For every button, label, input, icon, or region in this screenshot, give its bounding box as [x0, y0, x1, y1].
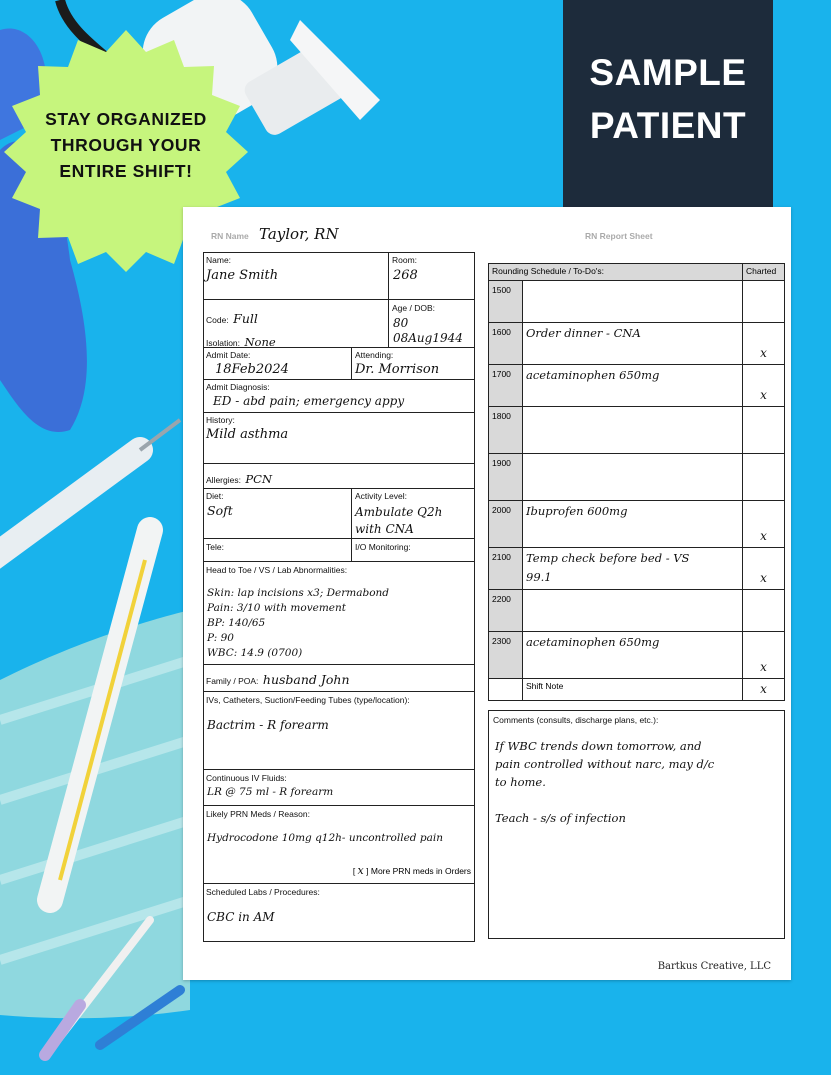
sample-patient-banner	[563, 0, 773, 208]
rounding-task[interactable]	[523, 281, 743, 323]
room-number: 268	[393, 268, 418, 283]
burst-line-3: ENTIRE SHIFT!	[59, 161, 193, 181]
isolation-value: None	[244, 335, 276, 349]
code-isolation-cell	[203, 300, 389, 348]
rounding-charted-mark: x	[760, 571, 767, 585]
comments-box	[488, 710, 785, 939]
shift-note-charted-mark: x	[760, 682, 767, 696]
diagnosis-label: Admit Diagnosis:	[206, 382, 270, 392]
burst-line-1: STAY ORGANIZED	[45, 109, 207, 129]
rounding-row	[489, 365, 785, 407]
rn-name-label: RN Name	[211, 231, 249, 241]
age-dob-label: Age / DOB:	[392, 303, 435, 313]
burst-line-2: THROUGH YOUR	[50, 135, 202, 155]
rounding-task[interactable]	[523, 365, 743, 407]
patient-name: Jane Smith	[206, 268, 279, 283]
rounding-task[interactable]	[523, 548, 743, 590]
diet-value: Soft	[207, 503, 233, 518]
rounding-task[interactable]	[523, 632, 743, 679]
comment-line: Teach - s/s of infection	[495, 811, 626, 825]
room-cell	[389, 252, 475, 300]
rounding-task[interactable]	[523, 454, 743, 501]
head-to-toe-label: Head to Toe / VS / Lab Abnormalities:	[206, 565, 348, 575]
rounding-charted-mark: x	[760, 660, 767, 674]
rounding-task-text: Ibuprofen 600mg	[526, 504, 628, 518]
rounding-time: 2000	[489, 501, 523, 548]
comments-label: Comments (consults, discharge plans, etc.):	[493, 715, 659, 725]
prn-label: Likely PRN Meds / Reason:	[206, 809, 310, 819]
labs-label: Scheduled Labs / Procedures:	[206, 887, 320, 897]
charted-header: Charted	[743, 264, 785, 281]
prn-more-checkbox[interactable]: x	[357, 864, 364, 877]
rn-name-value: Taylor, RN	[259, 225, 339, 243]
rounding-charted[interactable]	[743, 548, 785, 590]
head-to-toe-cell	[203, 562, 475, 665]
h2t-line: BP: 140/65	[207, 617, 266, 629]
prn-value: Hydrocodone 10mg q12h- uncontrolled pain	[207, 832, 443, 844]
history-cell	[203, 413, 475, 464]
family-row	[206, 671, 350, 689]
prn-more-label: More PRN meds in Orders	[370, 866, 471, 876]
rounding-time: 1600	[489, 323, 523, 365]
banner-line-2: PATIENT	[589, 105, 747, 146]
shift-note-row	[489, 679, 785, 701]
h2t-line: P: 90	[207, 632, 234, 644]
rounding-header: Rounding Schedule / To-Do's:	[489, 264, 743, 281]
rounding-schedule-table	[488, 263, 785, 701]
sheet-title: RN Report Sheet	[585, 231, 653, 241]
room-label: Room:	[392, 255, 418, 265]
rounding-task[interactable]	[523, 501, 743, 548]
rounding-charted[interactable]	[743, 365, 785, 407]
footer-credit: Bartkus Creative, LLC	[657, 961, 771, 972]
ivs-value: Bactrim - R forearm	[207, 718, 329, 732]
dob-value: 08Aug1944	[393, 331, 463, 345]
io-cell	[352, 539, 475, 562]
prn-cell	[203, 806, 475, 884]
ivs-cell	[203, 692, 475, 770]
admit-date-cell	[203, 348, 352, 380]
allergies-cell	[203, 464, 475, 489]
rounding-task-detail: 99.1	[526, 570, 552, 584]
diagnosis-cell	[203, 380, 475, 413]
tele-label: Tele:	[206, 542, 224, 552]
rounding-row	[489, 501, 785, 548]
rounding-task-text: acetaminophen 650mg	[526, 635, 660, 649]
rounding-task[interactable]	[523, 407, 743, 454]
allergies-value: PCN	[245, 472, 273, 486]
labs-cell	[203, 884, 475, 942]
rounding-time: 2100	[489, 548, 523, 590]
starburst-text	[8, 106, 244, 184]
rounding-charted[interactable]	[743, 407, 785, 454]
shift-note-charted[interactable]	[743, 679, 785, 701]
diagnosis-value: ED - abd pain; emergency appy	[213, 394, 405, 408]
age-value: 80	[393, 316, 409, 330]
age-dob-cell	[389, 300, 475, 348]
diet-cell	[203, 489, 352, 539]
continuous-iv-label: Continuous IV Fluids:	[206, 773, 287, 783]
isolation-label: Isolation:	[206, 338, 241, 348]
rounding-task-text: acetaminophen 650mg	[526, 368, 660, 382]
tele-cell	[203, 539, 352, 562]
activity-value-2: with CNA	[355, 522, 414, 536]
history-label: History:	[206, 415, 235, 425]
family-value: husband John	[262, 672, 350, 687]
admit-date-label: Admit Date:	[206, 350, 251, 360]
comment-line	[495, 791, 784, 809]
h2t-line: Pain: 3/10 with movement	[207, 602, 347, 614]
rounding-charted-mark: x	[760, 529, 767, 543]
labs-value: CBC in AM	[207, 910, 275, 924]
allergies-label: Allergies:	[206, 475, 241, 485]
io-label: I/O Monitoring:	[355, 542, 411, 552]
history-value: Mild asthma	[206, 427, 289, 442]
rounding-row	[489, 323, 785, 365]
head-to-toe-notes	[203, 578, 475, 661]
attending-value: Dr. Morrison	[355, 362, 440, 377]
rounding-row	[489, 454, 785, 501]
rounding-row	[489, 548, 785, 590]
rounding-time: 1900	[489, 454, 523, 501]
rounding-time: 1700	[489, 365, 523, 407]
rounding-charted[interactable]	[743, 323, 785, 365]
rn-report-sheet	[183, 207, 791, 980]
banner-line-1: SAMPLE	[589, 52, 747, 93]
rounding-time: 1800	[489, 407, 523, 454]
rounding-task-text: Temp check before bed - VS	[526, 551, 690, 565]
code-row	[206, 310, 258, 328]
rounding-task[interactable]	[523, 323, 743, 365]
continuous-iv-cell	[203, 770, 475, 806]
rounding-charted[interactable]	[743, 501, 785, 548]
attending-label: Attending:	[355, 350, 394, 360]
diet-label: Diet:	[206, 491, 224, 501]
family-label: Family / POA:	[206, 676, 259, 686]
name-cell	[203, 252, 389, 300]
rounding-row	[489, 407, 785, 454]
allergies-row	[206, 470, 272, 488]
comment-line: to home.	[495, 775, 546, 789]
rounding-row	[489, 590, 785, 632]
activity-value-1: Ambulate Q2h	[355, 505, 443, 519]
code-value: Full	[233, 311, 258, 326]
rounding-row	[489, 632, 785, 679]
rounding-task[interactable]	[523, 590, 743, 632]
code-label: Code:	[206, 315, 229, 325]
name-label: Name:	[206, 255, 232, 265]
rounding-header-row	[489, 264, 785, 281]
rounding-time: 1500	[489, 281, 523, 323]
family-cell	[203, 665, 475, 692]
rounding-time: 2300	[489, 632, 523, 679]
continuous-iv-value: LR @ 75 ml - R forearm	[207, 786, 334, 798]
shift-note-time	[489, 679, 523, 701]
admit-date-value: 18Feb2024	[215, 362, 289, 377]
comment-line: If WBC trends down tomorrow, and	[495, 739, 702, 753]
comment-line: pain controlled without narc, may d/c	[495, 757, 715, 771]
rounding-charted[interactable]	[743, 590, 785, 632]
rounding-time: 2200	[489, 590, 523, 632]
attending-cell	[352, 348, 475, 380]
prn-more-row: [ x ] More PRN meds in Orders	[352, 864, 471, 877]
activity-label: Activity Level:	[355, 491, 407, 501]
h2t-line: Skin: lap incisions x3; Dermabond	[207, 587, 390, 599]
rounding-charted[interactable]	[743, 632, 785, 679]
h2t-line: WBC: 14.9 (0700)	[207, 647, 303, 659]
rounding-charted[interactable]	[743, 454, 785, 501]
rounding-task-text: Order dinner - CNA	[526, 326, 641, 340]
shift-note-label: Shift Note	[523, 679, 743, 701]
rounding-charted[interactable]	[743, 281, 785, 323]
rounding-charted-mark: x	[760, 346, 767, 360]
ivs-label: IVs, Catheters, Suction/Feeding Tubes (type/location):	[206, 695, 410, 705]
rounding-row	[489, 281, 785, 323]
rounding-charted-mark: x	[760, 388, 767, 402]
comments-text	[489, 729, 784, 827]
activity-cell	[352, 489, 475, 539]
